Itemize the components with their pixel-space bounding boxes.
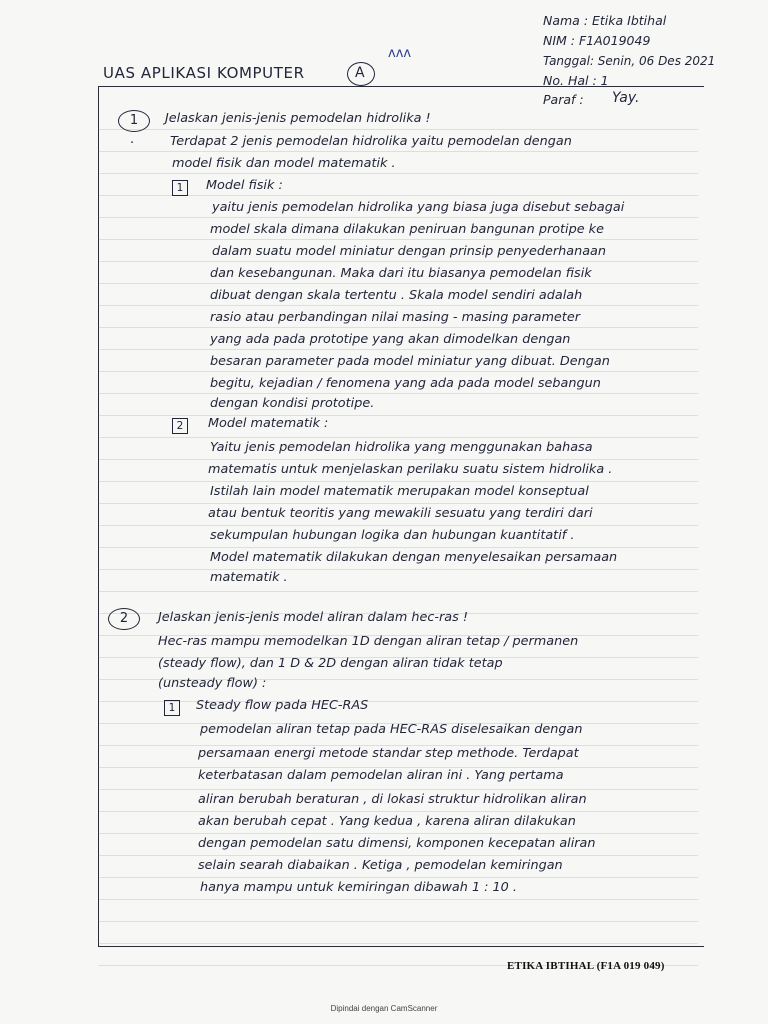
ruled-line [98, 855, 698, 856]
q1-sub1-line: model skala dimana dilakukan peniruan bangunan protipe ke [210, 222, 604, 237]
ruled-line [98, 437, 698, 438]
q2-sub1-line: persamaan energi metode standar step methode. Terdapat [198, 746, 579, 761]
header-no-hal: No. Hal : 1 [543, 73, 609, 88]
ruled-line [98, 481, 698, 482]
scanner-watermark: Dipindai dengan CamScanner [330, 1004, 438, 1013]
q2-sub1-line: dengan pemodelan satu dimensi, komponen kecepatan aliran [198, 836, 596, 851]
q1-sub1-line: dalam suatu model miniatur dengan prinsip penyederhanaan [212, 244, 606, 259]
ruled-line [98, 833, 698, 834]
q1-sub2-line: sekumpulan hubungan logika dan hubungan kuantitatif . [210, 528, 575, 543]
q2-sub1-heading: Steady flow pada HEC-RAS [196, 698, 369, 713]
q1-sub1-line: yaitu jenis pemodelan hidrolika yang biasa juga disebut sebagai [212, 200, 625, 215]
q1-sub2-line: atau bentuk teoritis yang mewakili sesuatu yang terdiri dari [208, 506, 593, 521]
ruled-line [98, 371, 698, 372]
ruled-line [98, 349, 698, 350]
q1-sub2-number: 2 [172, 418, 188, 434]
ruled-line [98, 789, 698, 790]
question-1-text: Jelaskan jenis-jenis pemodelan hidrolika ! [165, 111, 431, 126]
student-name-stamp: ETIKA IBTIHAL (F1A 019 049) [507, 960, 665, 972]
frame-left-border [98, 86, 99, 946]
question-2-text: Jelaskan jenis-jenis model aliran dalam hec-ras ! [158, 610, 468, 625]
ruled-line [98, 525, 698, 526]
header-nim: NIM : F1A019049 [543, 33, 651, 48]
q2-intro-line: (unsteady flow) : [158, 676, 267, 691]
q1-sub2-heading: Model matematik : [208, 416, 329, 431]
q1-sub1-line: begitu, kejadian / fenomena yang ada pada model sebangun [210, 376, 601, 391]
q1-sub1-line: dan kesebangunan. Maka dari itu biasanya pemodelan fisik [210, 266, 592, 281]
header-tanggal: Tanggal: Senin, 06 Des 2021 [543, 54, 716, 68]
q2-sub1-line: selain searah diabaikan . Ketiga , pemodelan kemiringan [198, 858, 563, 873]
q1-sub1-line: yang ada pada prototipe yang akan dimodelkan dengan [210, 332, 571, 347]
q1-sub2-line: matematik . [210, 570, 288, 585]
q1-intro-line: Terdapat 2 jenis pemodelan hidrolika yaitu pemodelan dengan [170, 134, 572, 149]
q2-sub1-number: 1 [164, 700, 180, 716]
header-nama: Nama : Etika Ibtihal [543, 13, 667, 28]
ruled-line [98, 261, 698, 262]
question-1-number: 1 [118, 110, 150, 132]
check-mark: ʌʌʌ [388, 46, 412, 61]
q1-sub2-line: Yaitu jenis pemodelan hidrolika yang menggunakan bahasa [210, 440, 593, 455]
ruled-line [98, 877, 698, 878]
signature: Yay. [612, 90, 640, 106]
q2-intro-line: Hec-ras mampu memodelkan 1D dengan aliran tetap / permanen [158, 634, 579, 649]
ruled-line [98, 943, 698, 944]
ruled-line [98, 327, 698, 328]
frame-bottom-border [98, 946, 704, 947]
header-paraf: Paraf : [543, 92, 584, 107]
ruled-line [98, 239, 698, 240]
q2-sub1-line: pemodelan aliran tetap pada HEC-RAS diselesaikan dengan [200, 722, 583, 737]
q2-intro-line: (steady flow), dan 1 D & 2D dengan aliran tidak tetap [158, 656, 503, 671]
q1-sub1-line: dengan kondisi prototipe. [210, 396, 375, 411]
ruled-line [98, 305, 698, 306]
ruled-line [98, 503, 698, 504]
q1-sub2-line: Istilah lain model matematik merupakan model konseptual [210, 484, 589, 499]
version-letter: A [355, 65, 365, 81]
q1-sub1-line: besaran parameter pada model miniatur yang dibuat. Dengan [210, 354, 610, 369]
q2-sub1-line: keterbatasan dalam pemodelan aliran ini . Yang pertama [198, 768, 564, 783]
bullet-dot: · [130, 136, 135, 151]
exam-title: UAS APLIKASI KOMPUTER [103, 64, 305, 82]
ruled-line [98, 547, 698, 548]
q1-sub1-line: dibuat dengan skala tertentu . Skala model sendiri adalah [210, 288, 583, 303]
q1-sub2-line: matematis untuk menjelaskan perilaku suatu sistem hidrolika . [208, 462, 613, 477]
ruled-line [98, 591, 698, 592]
ruled-line [98, 217, 698, 218]
q1-sub1-line: rasio atau perbandingan nilai masing - masing parameter [210, 310, 580, 325]
question-2-number: 2 [108, 608, 140, 630]
q1-sub2-line: Model matematik dilakukan dengan menyelesaikan persamaan [210, 550, 618, 565]
frame-top-border [98, 86, 704, 87]
ruled-line [98, 569, 698, 570]
q1-intro-line: model fisik dan model matematik . [172, 156, 396, 171]
ruled-line [98, 415, 698, 416]
ruled-line [98, 173, 698, 174]
ruled-line [98, 899, 698, 900]
ruled-line [98, 701, 698, 702]
ruled-line [98, 921, 698, 922]
ruled-line [98, 151, 698, 152]
q1-sub1-heading: Model fisik : [206, 178, 283, 193]
ruled-line [98, 811, 698, 812]
ruled-line [98, 393, 698, 394]
q2-sub1-line: aliran berubah beraturan , di lokasi struktur hidrolikan aliran [198, 792, 587, 807]
ruled-line [98, 283, 698, 284]
q2-sub1-line: hanya mampu untuk kemiringan dibawah 1 : 10 . [200, 880, 517, 895]
ruled-line [98, 459, 698, 460]
ruled-line [98, 195, 698, 196]
ruled-line [98, 129, 698, 130]
q1-sub1-number: 1 [172, 180, 188, 196]
q2-sub1-line: akan berubah cepat . Yang kedua , karena aliran dilakukan [198, 814, 576, 829]
